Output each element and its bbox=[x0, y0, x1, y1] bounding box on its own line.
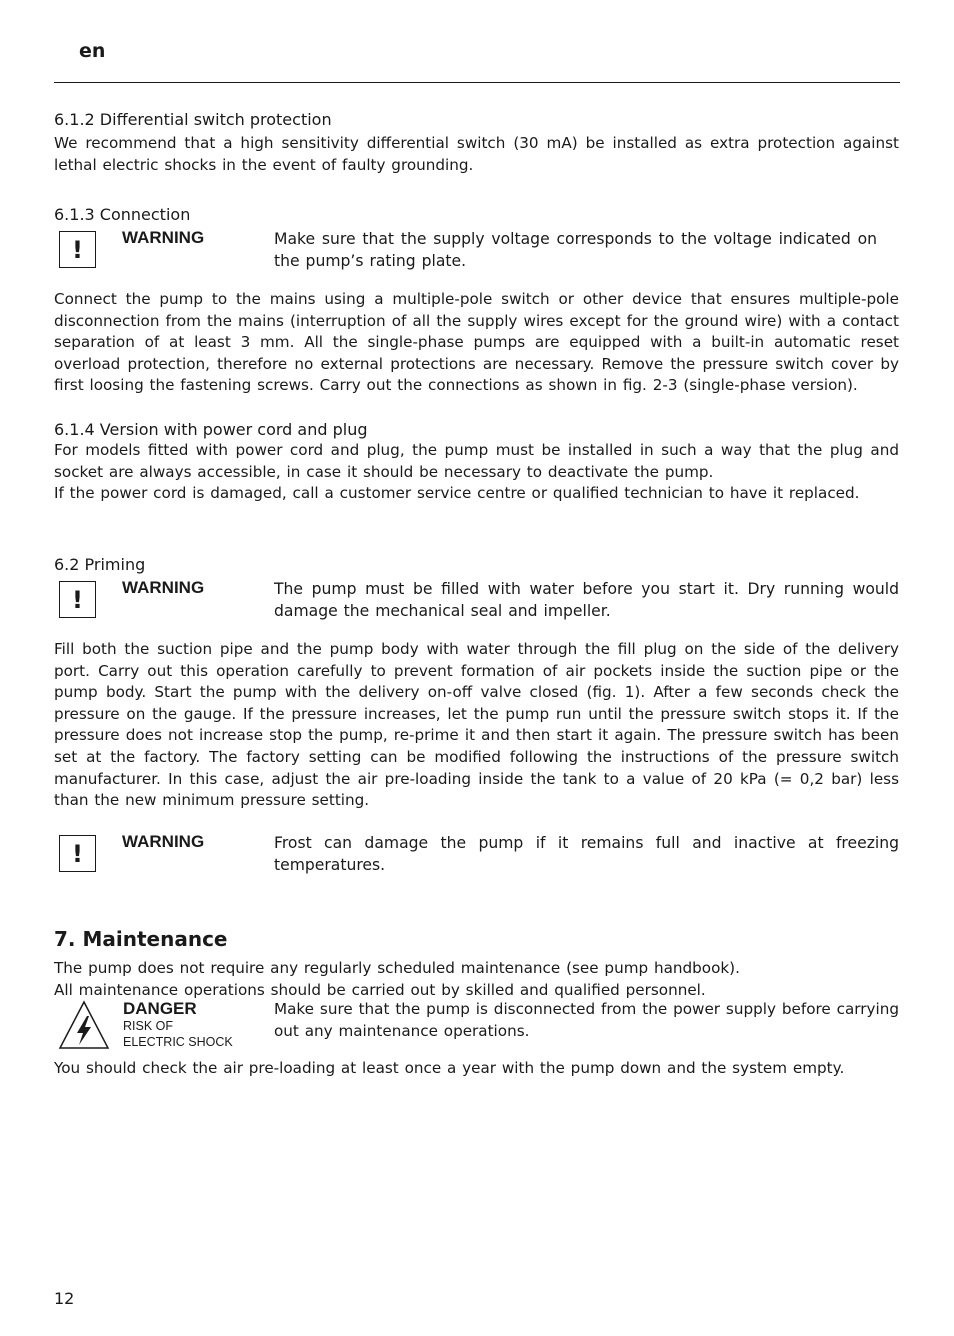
header-rule bbox=[54, 82, 900, 83]
warning-icon bbox=[59, 231, 96, 268]
page-number: 12 bbox=[54, 1289, 75, 1308]
warning-text: Frost can damage the pump if it remains full and inactive at freezing temperatures. bbox=[274, 834, 899, 874]
paragraph: Fill both the suction pipe and the pump body with water through the fill plug on the side of the delivery port. Carry out this operation carefully to prevent formation of air pockets inside the suction pipe or the pump body. Start the pump with the delivery on-off valve closed (fig. 1). After a few seconds check the pressure on the gauge. If the pressure increases, let the pump run until the pressure switch stops it. If the pressure does not increase stop the pump, re-prime it and then start it again. The pressure switch has been set at the factory. The factory setting can be modified following the instructions of the pressure switch manufacturer. In this case, adjust the air pre-loading inside the tank to a value of 20 kPa (= 0,2 bar) less than the new minimum pressure setting. bbox=[54, 640, 899, 810]
section-6-1-3-body bbox=[54, 289, 899, 397]
exclamation-glyph: ! bbox=[72, 585, 83, 614]
warning-text: The pump must be filled with water before you start it. Dry running would damage the mechanical seal and impeller. bbox=[274, 580, 899, 620]
danger-sub-label: RISK OF bbox=[123, 1019, 174, 1033]
exclamation-glyph: ! bbox=[72, 235, 83, 264]
warning-label: WARNING bbox=[122, 578, 205, 597]
section-6-2-body bbox=[54, 639, 899, 812]
paragraph: For models fitted with power cord and plug, the pump must be installed in such a way that the plug and socket are always accessible, in case it should be necessary to deactivate the pump. bbox=[54, 441, 899, 481]
lightning-triangle-icon bbox=[58, 1000, 110, 1050]
section-6-1-2-title: 6.1.2 Differential switch protection bbox=[54, 110, 332, 129]
danger-label: DANGER bbox=[123, 999, 197, 1018]
section-7-intro bbox=[54, 958, 899, 1001]
section-6-1-3-title: 6.1.3 Connection bbox=[54, 205, 191, 224]
section-6-1-2-body bbox=[54, 133, 899, 176]
exclamation-glyph: ! bbox=[72, 839, 83, 868]
danger-text: Make sure that the pump is disconnected from the power supply before carrying out any maintenance operations. bbox=[274, 1000, 899, 1040]
paragraph: The pump does not require any regularly scheduled maintenance (see pump handbook). bbox=[54, 959, 740, 977]
warning-icon bbox=[59, 835, 96, 872]
section-6-1-4-title: 6.1.4 Version with power cord and plug bbox=[54, 420, 368, 439]
language-code: en bbox=[79, 40, 106, 62]
section-7-title: 7. Maintenance bbox=[54, 927, 228, 951]
paragraph: We recommend that a high sensitivity differential switch (30 mA) be installed as extra protection against lethal electric shocks in the event of faulty grounding. bbox=[54, 134, 899, 174]
warning-label: WARNING bbox=[122, 228, 205, 247]
paragraph: All maintenance operations should be carried out by skilled and qualified personnel. bbox=[54, 980, 706, 999]
section-6-1-4-body bbox=[54, 440, 899, 505]
warning-label: WARNING bbox=[122, 832, 205, 851]
warning-icon bbox=[59, 581, 96, 618]
section-7-closing bbox=[54, 1058, 899, 1080]
paragraph: Connect the pump to the mains using a multiple-pole switch or other device that ensures multiple-pole disconnection from the mains (interruption of all the supply wires except for the ground wire) with a contact separation of at least 3 mm. All the single-phase pumps are equipped with a built-in automatic reset overload protection, therefore no external protections are necessary. Remove the pressure switch cover by first loosing the fastening screws. Carry out the connections as shown in fig. 2-3 (single-phase version). bbox=[54, 290, 899, 395]
danger-sub-label: ELECTRIC SHOCK bbox=[123, 1035, 233, 1049]
paragraph: You should check the air pre-loading at least once a year with the pump down and the system empty. bbox=[54, 1059, 845, 1077]
paragraph: If the power cord is damaged, call a customer service centre or qualified technician to have it replaced. bbox=[54, 484, 860, 503]
warning-text: Make sure that the supply voltage corresponds to the voltage indicated on the pump’s rating plate. bbox=[274, 230, 877, 270]
section-6-2-title: 6.2 Priming bbox=[54, 555, 146, 574]
